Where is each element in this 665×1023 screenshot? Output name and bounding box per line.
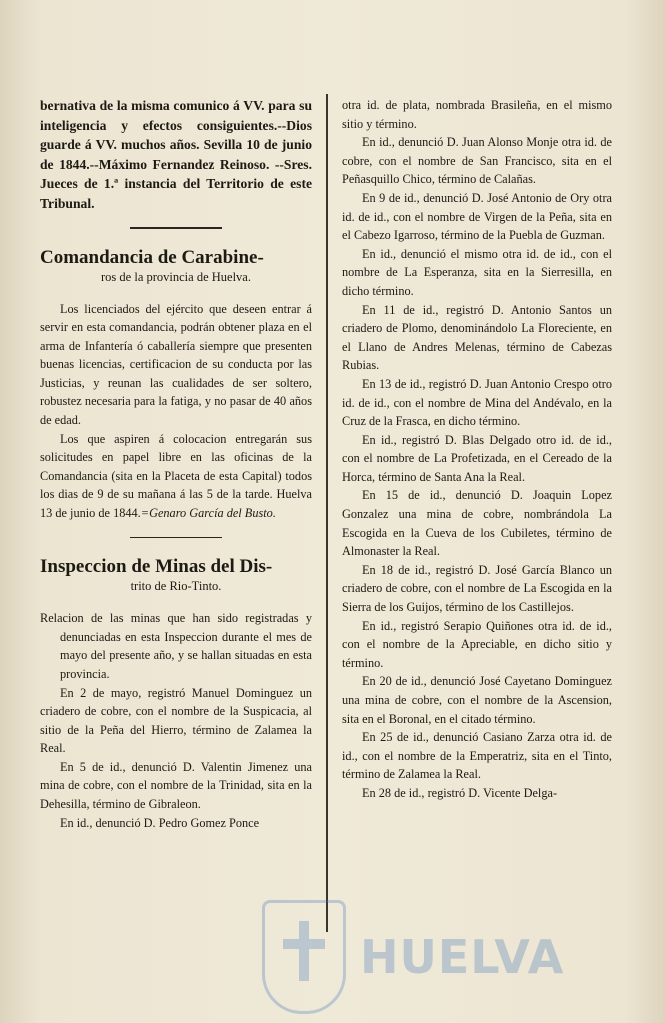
mine-entry: En 15 de id., denunció D. Joaquin Lopez Gonzalez una mina de cobre, nombrándola La Escogida en la Cueva de los Cubiletes, término de Almonaster la Real. [342,488,612,559]
paragraph [40,430,312,523]
mine-entry: En 20 de id., denunció José Cayetano Dominguez una mina de cobre, con el nombre de la Ascension, sita en el Boronal, en el citado término. [342,674,612,726]
mine-entry: otra id. de plata, nombrada Brasileña, en el mismo sitio y término. [342,98,612,131]
cross-icon [299,921,309,981]
section-heading-inspeccion: Inspeccion de Minas del Dis- [40,556,273,578]
cross-bar-icon [283,939,325,949]
section-separator [130,227,222,229]
mine-entry: En 25 de id., denunció Casiano Zarza otra id. de id., con el nombre de la Emperatriz, sita en el Tinto, término de Zalamea la Real. [342,730,612,782]
library-watermark [262,900,564,1014]
column-divider [326,94,328,932]
relation-text: Relacion de las minas que han sido registradas y denunciadas en esta Inspeccion durante el mes de mayo del presente año, y se hallan situadas en esta provincia. [40,611,312,681]
mine-entry: En id., registró Serapio Quiñones otra id. de id., con el nombre de la Apreciable, en dicho sitio y término. [342,618,612,670]
mine-entry: En 28 de id., registró D. Vicente Delga- [362,785,558,800]
mine-entry: En 18 de id., registró D. José García Blanco un criadero de cobre, con el nombre de La Escogida en la Sierra de los Guijos, término de los Castillejos. [342,562,612,615]
mine-entry: En id., denunció D. Pedro Gomez Ponce [60,815,260,830]
section-heading-comandancia: Comandancia de Carabine- [40,246,264,268]
section-subheading-inspeccion: trito de Rio-Tinto. [130,579,222,594]
shield-icon [262,900,346,1014]
mine-entry: En 11 de id., registró D. Antonio Santos un criadero de Plomo, denominándolo La Floreciente, en el Llano de Andres Melenas, término de Cabezas Rubias. [342,302,612,373]
watermark-text: HUELVA [360,930,565,984]
mine-entry: En 2 de mayo, registró Manuel Dominguez un criadero de cobre, con el nombre de la Suspicacia, al sitio de la Peña del Hierro, término de Zalamea la Real. [40,685,312,756]
section-subheading-comandancia: ros de la provincia de Huelva. [101,269,251,284]
right-column [342,96,612,803]
mine-entry: En 9 de id., denunció D. José Antonio de Ory otra id. de id., con el nombre de Virgen de la Peña, sita en el Cabezo Igarroso, término de la Puebla de Guzman. [342,190,612,243]
paragraph: Los licenciados del ejército que deseen entrar á servir en esta comandancia, podrán obtener plaza en el arma de Infantería ó caballería siempre que presenten buenas licencias, certificacion de su conducta por las Justicias, y reunan las cualidades de ser soltero, robustez necesaria para la fatiga, y no pasar de 40 años de edad. [40,301,312,428]
signature: =Genaro García del Busto. [140,506,276,521]
mine-entry: En 5 de id., denunció D. Valentin Jimenez una mina de cobre, con el nombre de la Trinidad, sita en la Dehesilla, término de Gibraleon. [40,759,312,812]
intro-text: bernativa de la misma comunico á VV. para su inteligencia y efectos consiguientes.--Dios guarde á VV. muchos años. Sevilla 10 de junio de 1844.--Máximo Fernandez Reinoso. --Sres. Jueces de 1.ª instancia del Territorio de este Tribunal. [40,98,312,211]
mine-entry: En id., registró D. Blas Delgado otro id. de id., con el nombre de La Profetizada, en el Cereado de la Horca, término de Santa Ana la Real. [342,432,612,484]
mine-entry: En id., denunció el mismo otra id. de id., con el nombre de La Esperanza, sita en la Sierresilla, en dicho término. [342,246,612,298]
paragraph-text: Los que aspiren á colocacion entregarán sus solicitudes en papel libre en las oficinas de la Comandancia (sita en la Placeta de esta Capital) todos los dias de 9 de su mañana á las 5 de la tarde. Huelva 13 de junio de 1844. [40,431,312,521]
mine-entry: En 13 de id., registró D. Juan Antonio Crespo otro id. de id., con el nombre de Mina del Andévalo, en la Cruz de la Frasca, en dicho término. [342,376,612,429]
left-column [40,96,312,832]
mine-entry: En id., denunció D. Juan Alonso Monje otra id. de cobre, con el nombre de San Francisco, sita en el Peñasquillo Chico, término de Calañas. [342,135,612,187]
section-separator [130,537,222,539]
